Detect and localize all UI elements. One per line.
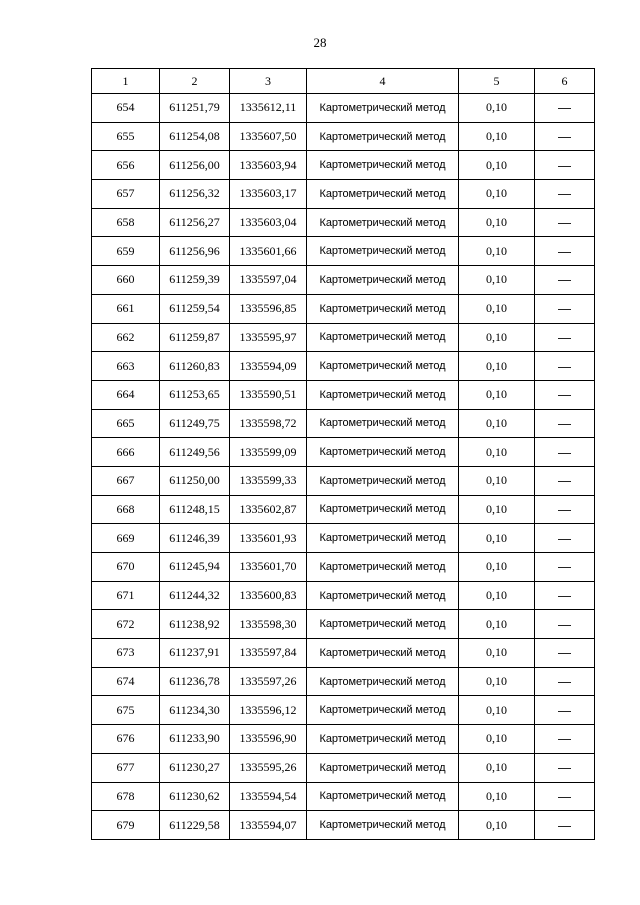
- note-cell: —: [535, 180, 595, 209]
- method-cell: Картометрический метод: [307, 266, 459, 295]
- method-cell: Картометрический метод: [307, 438, 459, 467]
- point-number-cell: 665: [92, 409, 160, 438]
- note-cell: —: [535, 811, 595, 840]
- y-coordinate-cell: 1335594,54: [230, 782, 307, 811]
- method-cell: Картометрический метод: [307, 753, 459, 782]
- accuracy-cell: 0,10: [459, 352, 535, 381]
- table-row: [92, 667, 595, 696]
- accuracy-cell: 0,10: [459, 639, 535, 668]
- note-cell: —: [535, 323, 595, 352]
- accuracy-cell: 0,10: [459, 466, 535, 495]
- y-coordinate-cell: 1335598,72: [230, 409, 307, 438]
- accuracy-cell: 0,10: [459, 266, 535, 295]
- note-cell: —: [535, 610, 595, 639]
- y-coordinate-cell: 1335594,09: [230, 352, 307, 381]
- point-number-cell: 679: [92, 811, 160, 840]
- table-row: [92, 524, 595, 553]
- y-coordinate-cell: 1335601,93: [230, 524, 307, 553]
- y-coordinate-cell: 1335602,87: [230, 495, 307, 524]
- y-coordinate-cell: 1335597,84: [230, 639, 307, 668]
- method-cell: Картометрический метод: [307, 409, 459, 438]
- table-row: [92, 208, 595, 237]
- x-coordinate-cell: 611248,15: [160, 495, 230, 524]
- x-coordinate-cell: 611254,08: [160, 122, 230, 151]
- y-coordinate-cell: 1335597,04: [230, 266, 307, 295]
- x-coordinate-cell: 611234,30: [160, 696, 230, 725]
- table-row: [92, 409, 595, 438]
- x-coordinate-cell: 611250,00: [160, 466, 230, 495]
- note-cell: —: [535, 352, 595, 381]
- table-row: [92, 725, 595, 754]
- accuracy-cell: 0,10: [459, 811, 535, 840]
- point-number-cell: 673: [92, 639, 160, 668]
- table-row: [92, 553, 595, 582]
- column-header-6: 6: [535, 69, 595, 94]
- x-coordinate-cell: 611256,32: [160, 180, 230, 209]
- point-number-cell: 672: [92, 610, 160, 639]
- method-cell: Картометрический метод: [307, 323, 459, 352]
- method-cell: Картометрический метод: [307, 553, 459, 582]
- accuracy-cell: 0,10: [459, 323, 535, 352]
- x-coordinate-cell: 611256,00: [160, 151, 230, 180]
- point-number-cell: 661: [92, 294, 160, 323]
- point-number-cell: 658: [92, 208, 160, 237]
- y-coordinate-cell: 1335599,33: [230, 466, 307, 495]
- x-coordinate-cell: 611259,39: [160, 266, 230, 295]
- point-number-cell: 674: [92, 667, 160, 696]
- accuracy-cell: 0,10: [459, 237, 535, 266]
- x-coordinate-cell: 611259,54: [160, 294, 230, 323]
- x-coordinate-cell: 611230,62: [160, 782, 230, 811]
- y-coordinate-cell: 1335594,07: [230, 811, 307, 840]
- accuracy-cell: 0,10: [459, 725, 535, 754]
- y-coordinate-cell: 1335601,66: [230, 237, 307, 266]
- accuracy-cell: 0,10: [459, 438, 535, 467]
- method-cell: Картометрический метод: [307, 725, 459, 754]
- method-cell: Картометрический метод: [307, 294, 459, 323]
- accuracy-cell: 0,10: [459, 753, 535, 782]
- accuracy-cell: 0,10: [459, 667, 535, 696]
- accuracy-cell: 0,10: [459, 122, 535, 151]
- x-coordinate-cell: 611249,56: [160, 438, 230, 467]
- method-cell: Картометрический метод: [307, 524, 459, 553]
- page-number: 28: [313, 35, 327, 50]
- note-cell: —: [535, 151, 595, 180]
- accuracy-cell: 0,10: [459, 524, 535, 553]
- column-header-4: 4: [307, 69, 459, 94]
- method-cell: Картометрический метод: [307, 782, 459, 811]
- y-coordinate-cell: 1335597,26: [230, 667, 307, 696]
- point-number-cell: 663: [92, 352, 160, 381]
- point-number-cell: 675: [92, 696, 160, 725]
- point-number-cell: 676: [92, 725, 160, 754]
- note-cell: —: [535, 725, 595, 754]
- x-coordinate-cell: 611244,32: [160, 581, 230, 610]
- x-coordinate-cell: 611259,87: [160, 323, 230, 352]
- note-cell: —: [535, 237, 595, 266]
- y-coordinate-cell: 1335607,50: [230, 122, 307, 151]
- method-cell: Картометрический метод: [307, 610, 459, 639]
- y-coordinate-cell: 1335599,09: [230, 438, 307, 467]
- y-coordinate-cell: 1335603,94: [230, 151, 307, 180]
- table-row: [92, 639, 595, 668]
- y-coordinate-cell: 1335596,12: [230, 696, 307, 725]
- method-cell: Картометрический метод: [307, 495, 459, 524]
- note-cell: —: [535, 294, 595, 323]
- method-cell: Картометрический метод: [307, 237, 459, 266]
- column-header-3: 3: [230, 69, 307, 94]
- point-number-cell: 670: [92, 553, 160, 582]
- point-number-cell: 659: [92, 237, 160, 266]
- note-cell: —: [535, 495, 595, 524]
- point-number-cell: 664: [92, 380, 160, 409]
- table-row: [92, 266, 595, 295]
- table-row: [92, 151, 595, 180]
- column-header-1: 1: [92, 69, 160, 94]
- accuracy-cell: 0,10: [459, 294, 535, 323]
- note-cell: —: [535, 581, 595, 610]
- x-coordinate-cell: 611229,58: [160, 811, 230, 840]
- y-coordinate-cell: 1335595,97: [230, 323, 307, 352]
- accuracy-cell: 0,10: [459, 94, 535, 123]
- note-cell: —: [535, 696, 595, 725]
- note-cell: —: [535, 753, 595, 782]
- note-cell: —: [535, 94, 595, 123]
- table-row: [92, 811, 595, 840]
- point-number-cell: 677: [92, 753, 160, 782]
- x-coordinate-cell: 611237,91: [160, 639, 230, 668]
- table-row: [92, 180, 595, 209]
- table-row: [92, 294, 595, 323]
- table-row: [92, 237, 595, 266]
- point-number-cell: 654: [92, 94, 160, 123]
- point-number-cell: 668: [92, 495, 160, 524]
- note-cell: —: [535, 667, 595, 696]
- accuracy-cell: 0,10: [459, 553, 535, 582]
- method-cell: Картометрический метод: [307, 122, 459, 151]
- table-row: [92, 122, 595, 151]
- y-coordinate-cell: 1335598,30: [230, 610, 307, 639]
- table-row: [92, 380, 595, 409]
- method-cell: Картометрический метод: [307, 639, 459, 668]
- point-number-cell: 671: [92, 581, 160, 610]
- accuracy-cell: 0,10: [459, 208, 535, 237]
- point-number-cell: 666: [92, 438, 160, 467]
- x-coordinate-cell: 611251,79: [160, 94, 230, 123]
- method-cell: Картометрический метод: [307, 581, 459, 610]
- y-coordinate-cell: 1335612,11: [230, 94, 307, 123]
- method-cell: Картометрический метод: [307, 180, 459, 209]
- coordinates-table: [91, 68, 595, 840]
- note-cell: —: [535, 122, 595, 151]
- table-header-row: [92, 69, 595, 94]
- note-cell: —: [535, 782, 595, 811]
- method-cell: Картометрический метод: [307, 94, 459, 123]
- table-row: [92, 581, 595, 610]
- method-cell: Картометрический метод: [307, 380, 459, 409]
- method-cell: Картометрический метод: [307, 811, 459, 840]
- note-cell: —: [535, 266, 595, 295]
- table-row: [92, 782, 595, 811]
- y-coordinate-cell: 1335603,04: [230, 208, 307, 237]
- note-cell: —: [535, 553, 595, 582]
- accuracy-cell: 0,10: [459, 782, 535, 811]
- point-number-cell: 667: [92, 466, 160, 495]
- note-cell: —: [535, 639, 595, 668]
- table-row: [92, 94, 595, 123]
- point-number-cell: 669: [92, 524, 160, 553]
- note-cell: —: [535, 409, 595, 438]
- y-coordinate-cell: 1335595,26: [230, 753, 307, 782]
- method-cell: Картометрический метод: [307, 208, 459, 237]
- point-number-cell: 655: [92, 122, 160, 151]
- method-cell: Картометрический метод: [307, 352, 459, 381]
- point-number-cell: 656: [92, 151, 160, 180]
- method-cell: Картометрический метод: [307, 696, 459, 725]
- method-cell: Картометрический метод: [307, 667, 459, 696]
- accuracy-cell: 0,10: [459, 409, 535, 438]
- x-coordinate-cell: 611230,27: [160, 753, 230, 782]
- accuracy-cell: 0,10: [459, 696, 535, 725]
- point-number-cell: 660: [92, 266, 160, 295]
- x-coordinate-cell: 611260,83: [160, 352, 230, 381]
- x-coordinate-cell: 611246,39: [160, 524, 230, 553]
- point-number-cell: 662: [92, 323, 160, 352]
- table-body: [92, 94, 595, 840]
- accuracy-cell: 0,10: [459, 495, 535, 524]
- table-row: [92, 323, 595, 352]
- method-cell: Картометрический метод: [307, 151, 459, 180]
- note-cell: —: [535, 380, 595, 409]
- y-coordinate-cell: 1335596,85: [230, 294, 307, 323]
- y-coordinate-cell: 1335596,90: [230, 725, 307, 754]
- table-row: [92, 696, 595, 725]
- table-row: [92, 753, 595, 782]
- x-coordinate-cell: 611253,65: [160, 380, 230, 409]
- column-header-5: 5: [459, 69, 535, 94]
- y-coordinate-cell: 1335590,51: [230, 380, 307, 409]
- accuracy-cell: 0,10: [459, 151, 535, 180]
- table-row: [92, 466, 595, 495]
- y-coordinate-cell: 1335601,70: [230, 553, 307, 582]
- x-coordinate-cell: 611249,75: [160, 409, 230, 438]
- accuracy-cell: 0,10: [459, 380, 535, 409]
- accuracy-cell: 0,10: [459, 180, 535, 209]
- y-coordinate-cell: 1335600,83: [230, 581, 307, 610]
- note-cell: —: [535, 438, 595, 467]
- point-number-cell: 657: [92, 180, 160, 209]
- table-row: [92, 438, 595, 467]
- x-coordinate-cell: 611256,27: [160, 208, 230, 237]
- note-cell: —: [535, 208, 595, 237]
- note-cell: —: [535, 466, 595, 495]
- method-cell: Картометрический метод: [307, 466, 459, 495]
- y-coordinate-cell: 1335603,17: [230, 180, 307, 209]
- x-coordinate-cell: 611236,78: [160, 667, 230, 696]
- point-number-cell: 678: [92, 782, 160, 811]
- table-row: [92, 352, 595, 381]
- column-header-2: 2: [160, 69, 230, 94]
- x-coordinate-cell: 611256,96: [160, 237, 230, 266]
- table-row: [92, 610, 595, 639]
- accuracy-cell: 0,10: [459, 610, 535, 639]
- x-coordinate-cell: 611233,90: [160, 725, 230, 754]
- x-coordinate-cell: 611238,92: [160, 610, 230, 639]
- x-coordinate-cell: 611245,94: [160, 553, 230, 582]
- note-cell: —: [535, 524, 595, 553]
- table-row: [92, 495, 595, 524]
- accuracy-cell: 0,10: [459, 581, 535, 610]
